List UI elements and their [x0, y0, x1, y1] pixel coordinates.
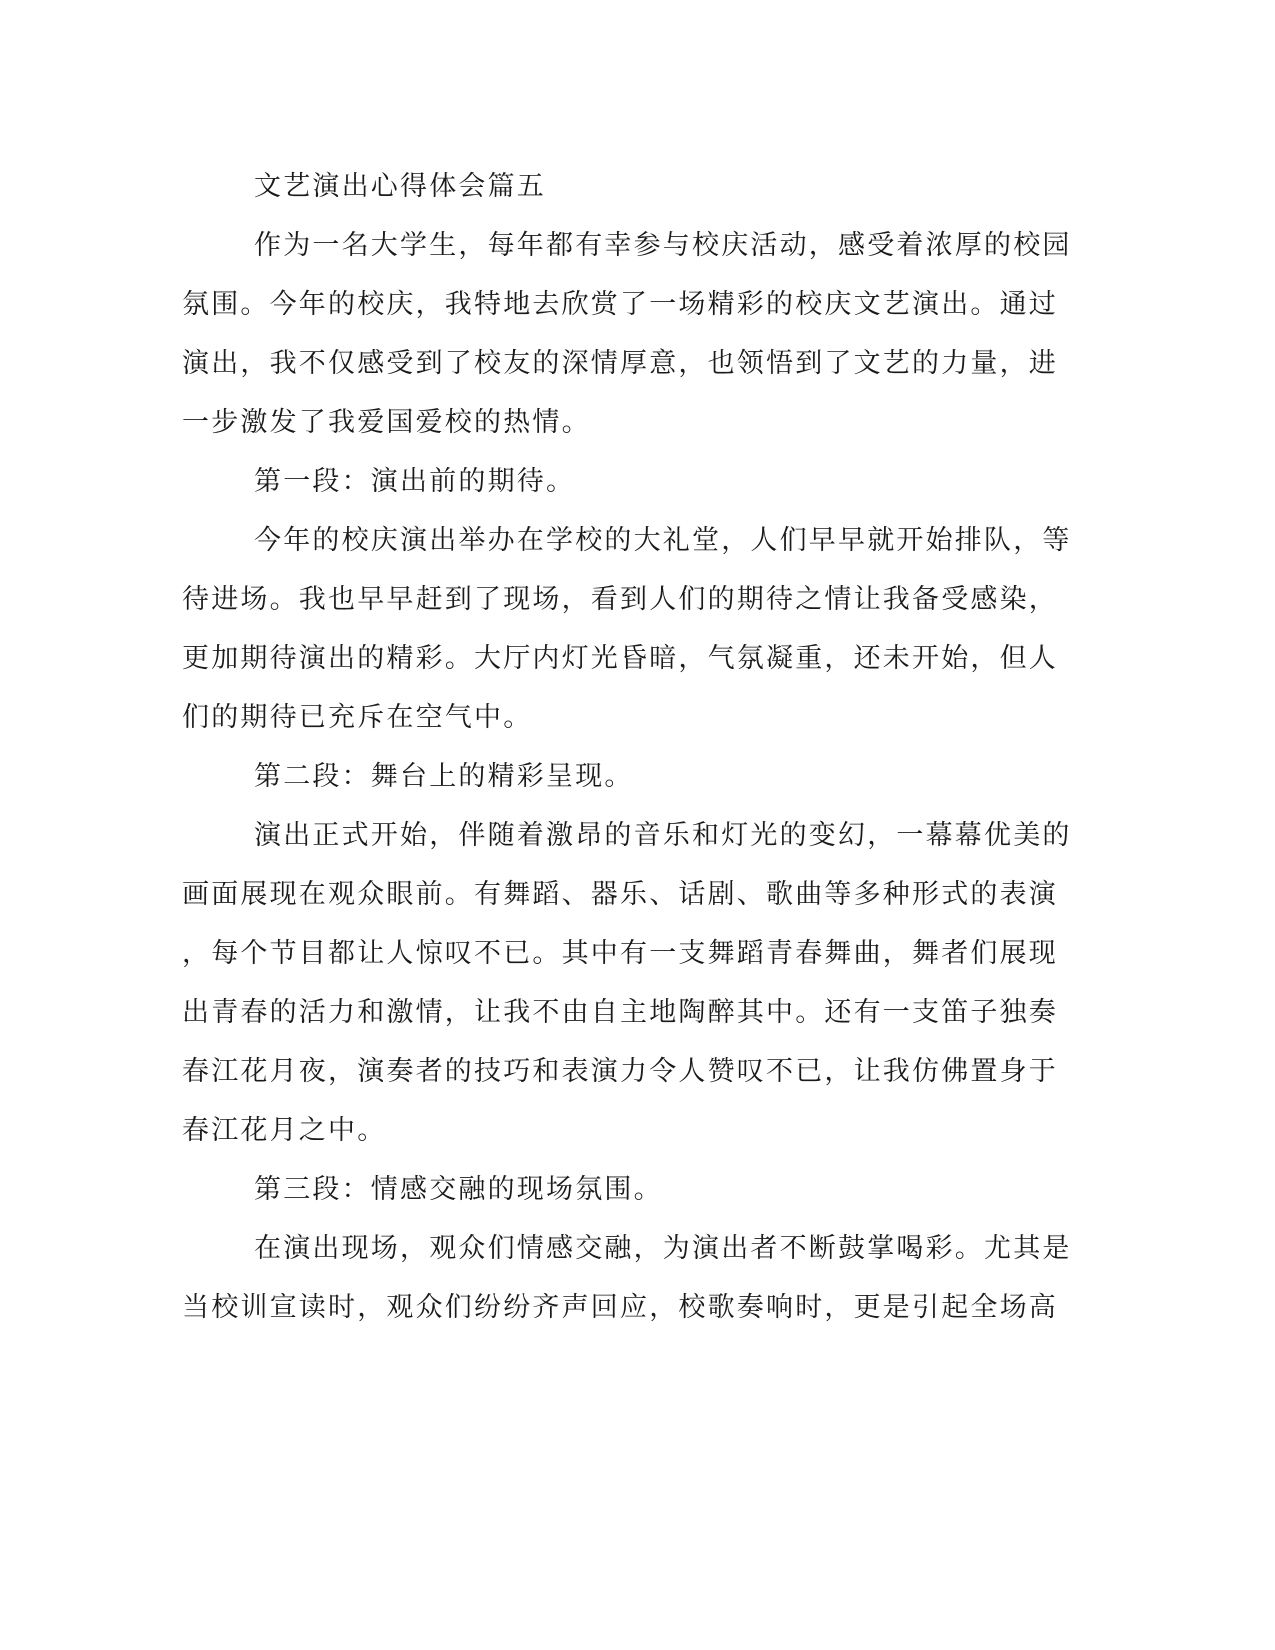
paragraph-section-1	[182, 511, 1072, 747]
document-body	[182, 157, 1072, 1337]
paragraph-line: 在演出现场，观众们情感交融，为演出者不断鼓掌喝彩。尤其是	[254, 1233, 1072, 1264]
paragraph-section-3	[182, 1219, 1072, 1337]
paragraph-line: 画面展现在观众眼前。有舞蹈、器乐、话剧、歌曲等多种形式的表演	[182, 879, 1058, 910]
paragraph-line: 当校训宣读时，观众们纷纷齐声回应，校歌奏响时，更是引起全场高	[182, 1292, 1058, 1323]
paragraph-line: 氛围。今年的校庆，我特地去欣赏了一场精彩的校庆文艺演出。通过	[182, 289, 1058, 320]
paragraph-line: 待进场。我也早早赶到了现场，看到人们的期待之情让我备受感染，	[182, 584, 1058, 615]
paragraph-line: 们的期待已充斥在空气中。	[182, 702, 533, 733]
section-heading-1: 第一段：演出前的期待。	[254, 466, 576, 497]
paragraph-line: 一步激发了我爱国爱校的热情。	[182, 407, 591, 438]
paragraph-line: 作为一名大学生，每年都有幸参与校庆活动，感受着浓厚的校园	[254, 230, 1072, 261]
paragraph-line: 演出，我不仅感受到了校友的深情厚意，也领悟到了文艺的力量，进	[182, 348, 1058, 379]
paragraph-section-2	[182, 806, 1072, 1160]
section-heading-2: 第二段：舞台上的精彩呈现。	[254, 761, 634, 792]
paragraph-line: 今年的校庆演出举办在学校的大礼堂，人们早早就开始排队，等	[254, 525, 1072, 556]
paragraph-line: 演出正式开始，伴随着激昂的音乐和灯光的变幻，一幕幕优美的	[254, 820, 1072, 851]
paragraph-line: ，每个节目都让人惊叹不已。其中有一支舞蹈青春舞曲，舞者们展现	[182, 938, 1058, 969]
paragraph-line: 出青春的活力和激情，让我不由自主地陶醉其中。还有一支笛子独奏	[182, 997, 1058, 1028]
paragraph-line: 春江花月夜，演奏者的技巧和表演力令人赞叹不已，让我仿佛置身于	[182, 1056, 1058, 1087]
document-title: 文艺演出心得体会篇五	[254, 171, 546, 202]
paragraph-line: 更加期待演出的精彩。大厅内灯光昏暗，气氛凝重，还未开始，但人	[182, 643, 1058, 674]
paragraph-intro	[182, 216, 1072, 452]
paragraph-line: 春江花月之中。	[182, 1115, 387, 1146]
section-heading-3: 第三段：情感交融的现场氛围。	[254, 1174, 663, 1205]
